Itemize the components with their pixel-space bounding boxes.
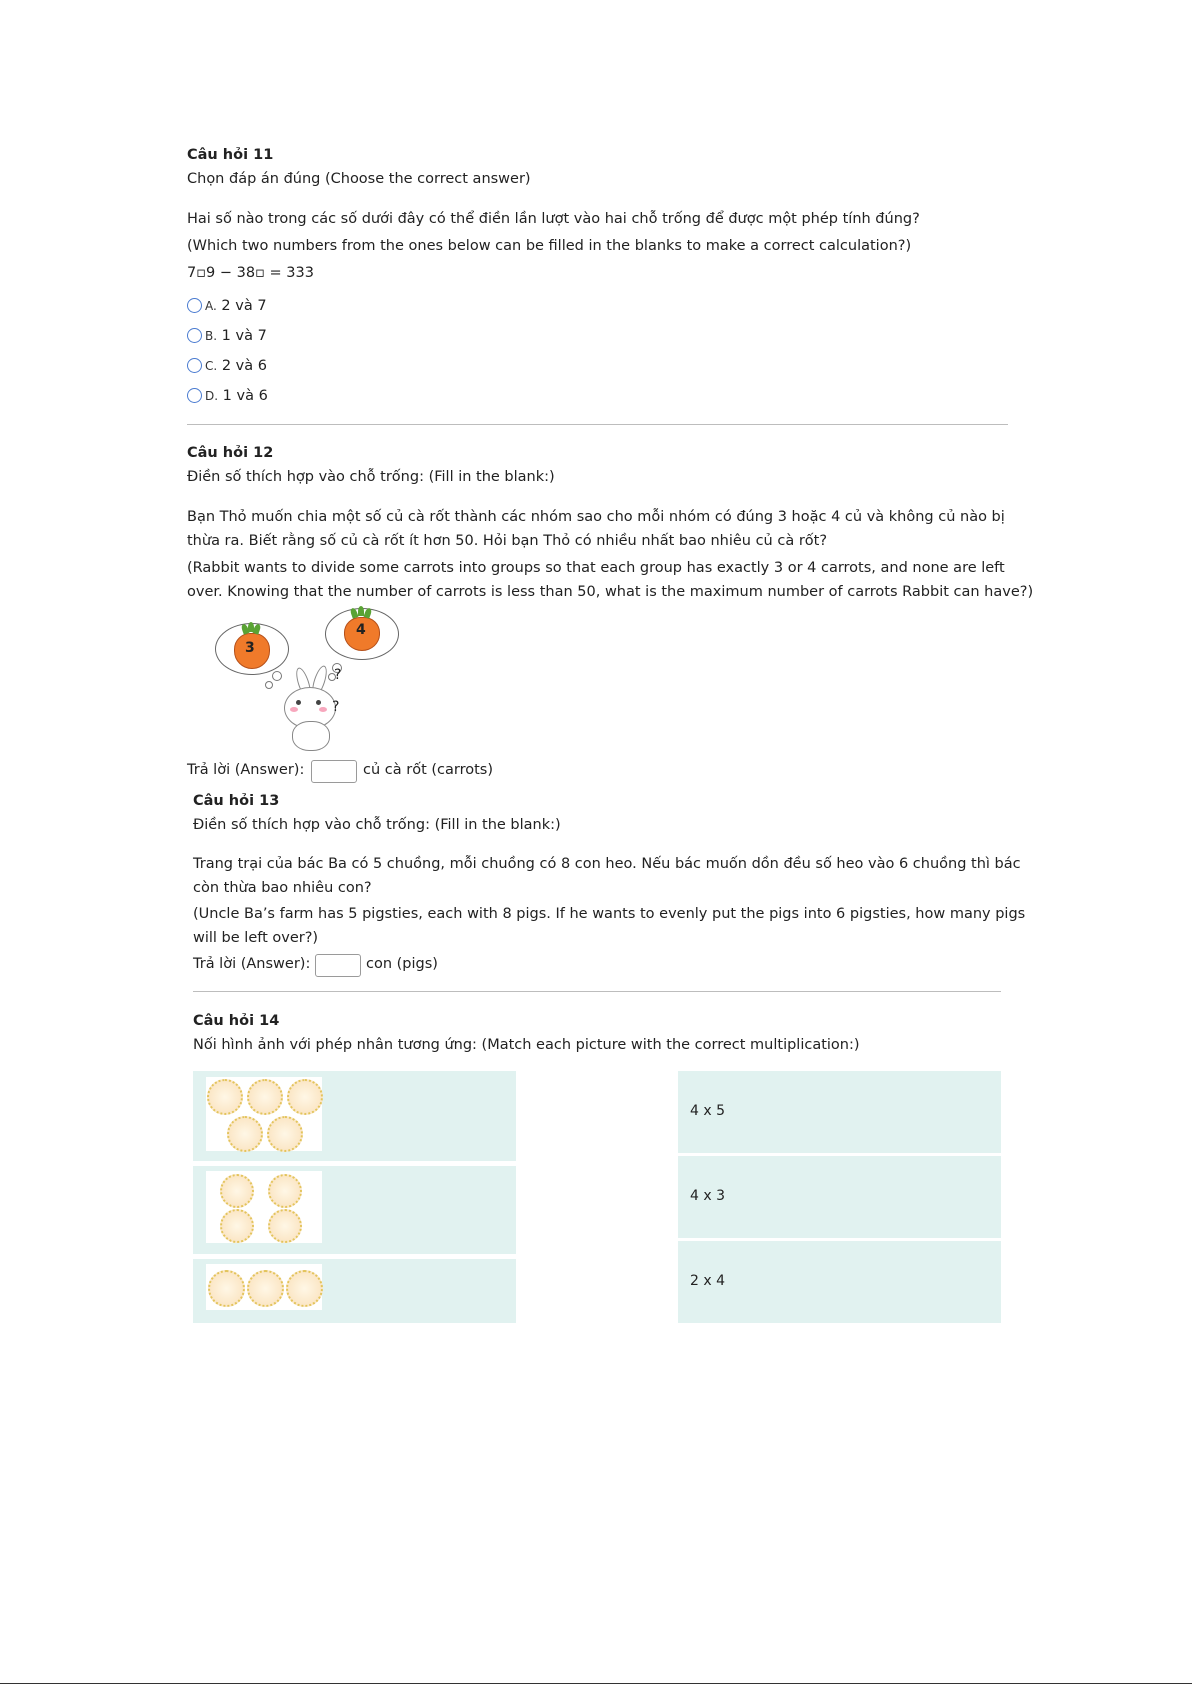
q12-text-en-1: (Rabbit wants to divide some carrots into groups so that each group has exactly 3 or 4 carrots, and none are left xyxy=(187,560,1005,576)
divider xyxy=(193,991,1001,992)
q11-option-c[interactable]: C. 2 và 6 xyxy=(187,358,267,374)
question-mark-2: ? xyxy=(332,699,340,715)
q12-answer-input[interactable] xyxy=(311,760,357,783)
page-edge xyxy=(0,1683,1192,1684)
match-picture-card-1[interactable] xyxy=(193,1071,516,1161)
q13-answer-label: Trả lời (Answer): xyxy=(193,956,311,972)
plates-picture xyxy=(206,1171,322,1243)
q11-option-d[interactable]: D. 1 và 6 xyxy=(187,388,268,404)
carrot-number-4: 4 xyxy=(356,622,366,638)
q13-text-en-1: (Uncle Ba’s farm has 5 pigsties, each with 8 pigs. If he wants to evenly put the pigs into 6 pigsties, how many pigs xyxy=(193,906,1026,922)
q13-answer-input[interactable] xyxy=(315,954,361,977)
q12-text-en-2: over. Knowing that the number of carrots is less than 50, what is the maximum number of carrots Rabbit can have?) xyxy=(187,584,1034,600)
q11-title: Câu hỏi 11 xyxy=(187,147,274,163)
q11-equation: 7▫9 − 38▫ = 333 xyxy=(187,265,314,281)
multiplication-label: 4 x 5 xyxy=(690,1103,725,1119)
match-answer-card-2[interactable] xyxy=(678,1156,1001,1238)
question-mark-1: ? xyxy=(334,667,342,683)
divider xyxy=(187,424,1008,425)
plates-picture xyxy=(206,1264,322,1310)
q14-instruction: Nối hình ảnh với phép nhân tương ứng: (Match each picture with the correct multiplication:) xyxy=(193,1037,860,1053)
match-picture-card-3[interactable] xyxy=(193,1259,516,1323)
match-answer-card-3[interactable] xyxy=(678,1241,1001,1323)
q11-option-a[interactable]: A. 2 và 7 xyxy=(187,298,267,314)
q13-text-vi-1: Trang trại của bác Ba có 5 chuồng, mỗi chuồng có 8 con heo. Nếu bác muốn dồn đều số heo vào 6 chuồng thì bác xyxy=(193,856,1021,872)
carrot-number-3: 3 xyxy=(245,640,255,656)
radio-button[interactable] xyxy=(187,298,202,313)
q14-title: Câu hỏi 14 xyxy=(193,1013,280,1029)
match-picture-card-2[interactable] xyxy=(193,1166,516,1254)
q11-question-en: (Which two numbers from the ones below can be filled in the blanks to make a correct calculation?) xyxy=(187,238,912,254)
radio-button[interactable] xyxy=(187,388,202,403)
q13-text-en-2: will be left over?) xyxy=(193,930,319,946)
q12-text-vi-2: thừa ra. Biết rằng số củ cà rốt ít hơn 50. Hỏi bạn Thỏ có nhiều nhất bao nhiêu củ cà rốt? xyxy=(187,533,828,549)
radio-button[interactable] xyxy=(187,358,202,373)
match-answer-card-1[interactable] xyxy=(678,1071,1001,1153)
q12-instruction: Điền số thích hợp vào chỗ trống: (Fill in the blank:) xyxy=(187,469,555,485)
q13-text-vi-2: còn thừa bao nhiêu con? xyxy=(193,880,372,896)
q12-title: Câu hỏi 12 xyxy=(187,445,274,461)
rabbit-carrots-illustration xyxy=(210,605,410,750)
q13-answer-unit: con (pigs) xyxy=(366,956,438,972)
q12-answer-label: Trả lời (Answer): xyxy=(187,762,305,778)
plates-picture xyxy=(206,1077,322,1151)
q12-text-vi-1: Bạn Thỏ muốn chia một số củ cà rốt thành các nhóm sao cho mỗi nhóm có đúng 3 hoặc 4 củ và không củ nào bị xyxy=(187,509,1005,525)
q13-title: Câu hỏi 13 xyxy=(193,793,280,809)
q13-instruction: Điền số thích hợp vào chỗ trống: (Fill in the blank:) xyxy=(193,817,561,833)
q11-instruction: Chọn đáp án đúng (Choose the correct answer) xyxy=(187,171,531,187)
multiplication-label: 4 x 3 xyxy=(690,1188,725,1204)
q11-question-vi: Hai số nào trong các số dưới đây có thể điền lần lượt vào hai chỗ trống để được một phép tính đúng? xyxy=(187,211,920,227)
multiplication-label: 2 x 4 xyxy=(690,1273,725,1289)
radio-button[interactable] xyxy=(187,328,202,343)
q11-option-b[interactable]: B. 1 và 7 xyxy=(187,328,267,344)
q12-answer-unit: củ cà rốt (carrots) xyxy=(363,762,493,778)
